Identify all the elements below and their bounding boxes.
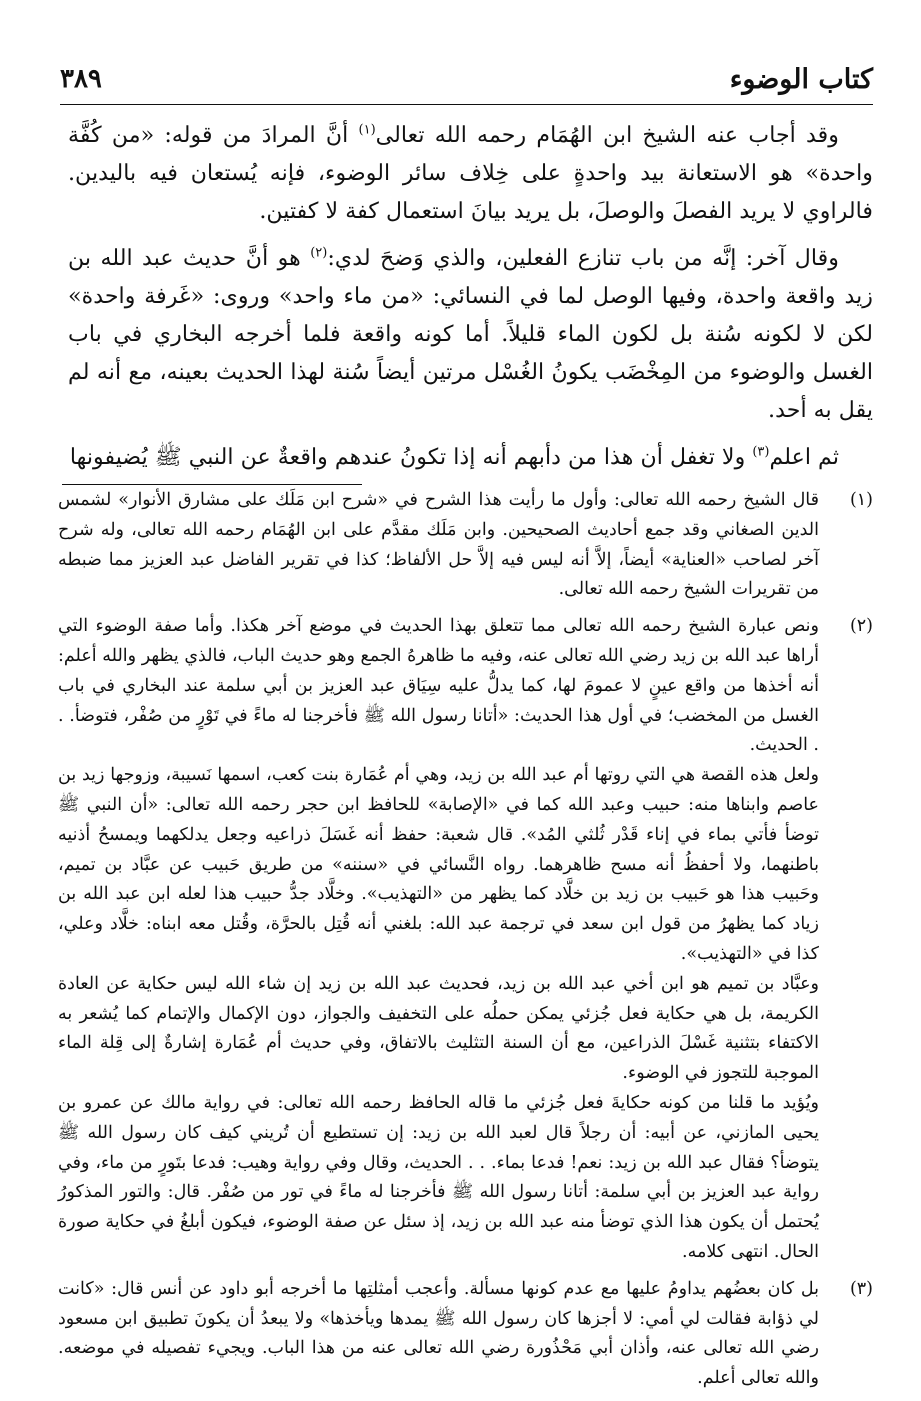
footnote-paragraph: ونص عبارة الشيخ رحمه الله تعالى مما تتعلق بهذا الحديث في موضع آخر هكذا. وأما صفة الوضوء التي أراها عبد الله بن زيد رضي الله تعالى عنه، وفيه ما ظاهرهُ الجمع وهو حديث الباب، فالذي يظهر والله أعلم: أنه أخذها من واقع عينٍ لا عمومَ لها، كما يدلُّ عليه سِيَاق عبد العزيز بن أبي سلمة عند البخاري في باب الغسل من المخضب؛ في أول هذا الحديث: «أتانا رسول الله ﷺ فأخرجنا له ماءً في تَوْرٍ من صُفْر، فتوضأ. . . الحديث. (58, 616, 819, 756)
text-run: هو أنَّ حديث عبد الله بن زيد واقعة واحدة، وفيها الوصل لما في النسائي: «من ماء واحد» وروى: «غَرفة واحدة» لكن لا لكونه سُنة بل لكون الماء قليلاً. أما كونه واقعة فلما أخرجه البخاري في باب الغسل والوضوء من المِخْضَب يكونُ الغُسْل مرتين أيضاً سُنة لهذا الحديث بعينه، مع أنه لم يقل به أحد. (68, 244, 873, 424)
footnote-number: (١) (849, 490, 873, 510)
main-paragraph (68, 239, 873, 430)
footnote-paragraph: ويُؤيد ما قلنا من كونه حكايةَ فعل جُزئي ما قاله الحافظ رحمه الله تعالى: في رواية مالك عن عمرو بن يحيى المازني، عن أبيه: أن رجلاً قال لعبد الله بن زيد: إن تستطيع أن تُريني كيف كان رسول الله ﷺ يتوضأ؟ فقال عبد الله بن زيد: نعم! فدعا بماء. . . الحديث، وقال وفي رواية وهيب: فدعا بتَورٍ من ماء، وفي رواية عبد العزيز بن أبي سلمة: أتانا رسول الله ﷺ فأخرجنا له ماءً في تور من صُفْر. قال: والتور المذكورُ يُحتمل أن يكون هذا الذي توضأ منه عبد الله بن زيد، إذ سئل عن صفة الوضوء، فيكون أبلغُ في حكاية صورة الحال. انتهى كلامه. (58, 1092, 819, 1262)
text-run: وقد أجاب عنه الشيخ ابن الهُمَام رحمه الله تعالى (375, 122, 839, 148)
footnote-ref: (٢) (310, 245, 328, 261)
text-run: ثم اعلم (769, 443, 839, 470)
footnotes (58, 486, 873, 1401)
footnote-number: (٣) (849, 1278, 873, 1299)
footnote (58, 1275, 873, 1394)
footnote-ref: (٣) (752, 444, 770, 460)
text-run: ولا تغفل أن هذا من دأبهم أنه إذا تكونُ عندهم واقعةٌ عن النبي ﷺ يُضيفونها (69, 443, 753, 470)
text-run: وقال آخر: إنَّه من باب تنازع الفعلين، والذي وَضحَ لدي: (327, 244, 839, 271)
text-run: أنَّ المرادَ من قوله: «من كُفَّة واحدة» هو الاستعانة بيد واحدةٍ على خِلاف سائر الوضوء، فإنه يُستعان فيه باليدين. فالراوي لا يريد الفصلَ والوصلَ، بل يريد بيانَ استعمال كفة لا كفتين. (68, 122, 873, 225)
main-paragraph (68, 438, 873, 476)
page-number: ٣٨٩ (60, 64, 102, 94)
book-title: كتاب الوضوء (729, 64, 873, 95)
footnote (58, 612, 873, 1268)
footnote-paragraph: ولعل هذه القصة هي التي روتها أم عبد الله بن زيد، وهي أم عُمَارة بنت كعب، اسمها نَسيبة، وزوجها زيد بن عاصم وابناها منه: حبيب وعبد الله كما في «الإصابة» للحافظ ابن حجر رحمه الله تعالى: «أن النبي ﷺ توضأ فأتي بماء في إناء قَدْر ثُلثي المُد». قال شعبة: حفظ أنه غَسَلَ ذراعيه وجعل يدلكهما ويمسحُ أذنيه باطنهما، ولا أحفظُ أنه مسح ظاهرهما. رواه النَّسائي في «سننه» من طريق حَبيب عن عبَّاد بن تميم، وحَبيب هذا هو حَبيب بن زيد بن خلَّاد كما يظهر من «التهذيب». وخلَّاد جدُّ حبيب هذا لعله ابن عبد الله بن زياد كما يظهرُ من قول ابن سعد في ترجمة عبد الله: بلغني أنه قُتِل بالحرَّة، وقُتل معه ابناه: خلَّاد وعلي، كذا في «التهذيب». (58, 765, 819, 964)
running-header (60, 64, 873, 105)
footnote-number: (٢) (849, 616, 873, 637)
main-paragraph (68, 116, 873, 231)
footnote-ref: (١) (358, 122, 376, 138)
footnote-paragraph: قال الشيخ رحمه الله تعالى: وأول ما رأيت هذا الشرح في «شرح ابن مَلَك على مشارق الأنوار» لشمس الدين الصغاني وقد جمع أحاديث الصحيحين. وابن مَلَك مقدَّم على ابن الهُمَام رحمه الله تعالى، وله شرح آخر لصاحب «العناية» أيضاً، إلاَّ أنه ليس فيه إلاَّ حل الألفاظ؛ كذا في تقرير الفاضل عبد العزيز مما ضبطه من تقريرات الشيخ رحمه الله تعالى. (58, 490, 819, 600)
main-text (68, 116, 873, 484)
footnote-paragraph: بل كان بعضُهم يداومُ عليها مع عدم كونها مسألة. وأعجب أمثلتِها ما أخرجه أبو داود عن أنس قال: «كانت لي ذؤابة فقالت لي أمي: لا أجزها كان رسول الله ﷺ يمدها ويأخذها» ولا يبعدُ أن يكونَ تطبيق ابن مسعود رضي الله تعالى عنه، وأذان أبي مَحْذُورة رضي الله تعالى عنه من هذا الباب. ويجيء تفصيله في موضعه. والله تعالى أعلم. (58, 1278, 819, 1389)
footnote-separator (62, 484, 362, 485)
footnote (58, 486, 873, 605)
footnote-paragraph: وعبَّاد بن تميم هو ابن أخي عبد الله بن زيد، فحديث عبد الله بن زيد إن شاء الله ليس حكاية عن العادة الكريمة، بل هي حكاية فعل جُزئي يمكن حملُه على التخفيف والجواز، دون الإكمال والإتمام كما يُشعر به الاكتفاء بتثنية غَسْلَ الذراعين، مع أن السنة التثليث بالاتفاق، وفي حديث أم عُمَارة إشارةٌ إلى قِلة الماء الموجبة للتجوز في الوضوء. (58, 973, 819, 1084)
